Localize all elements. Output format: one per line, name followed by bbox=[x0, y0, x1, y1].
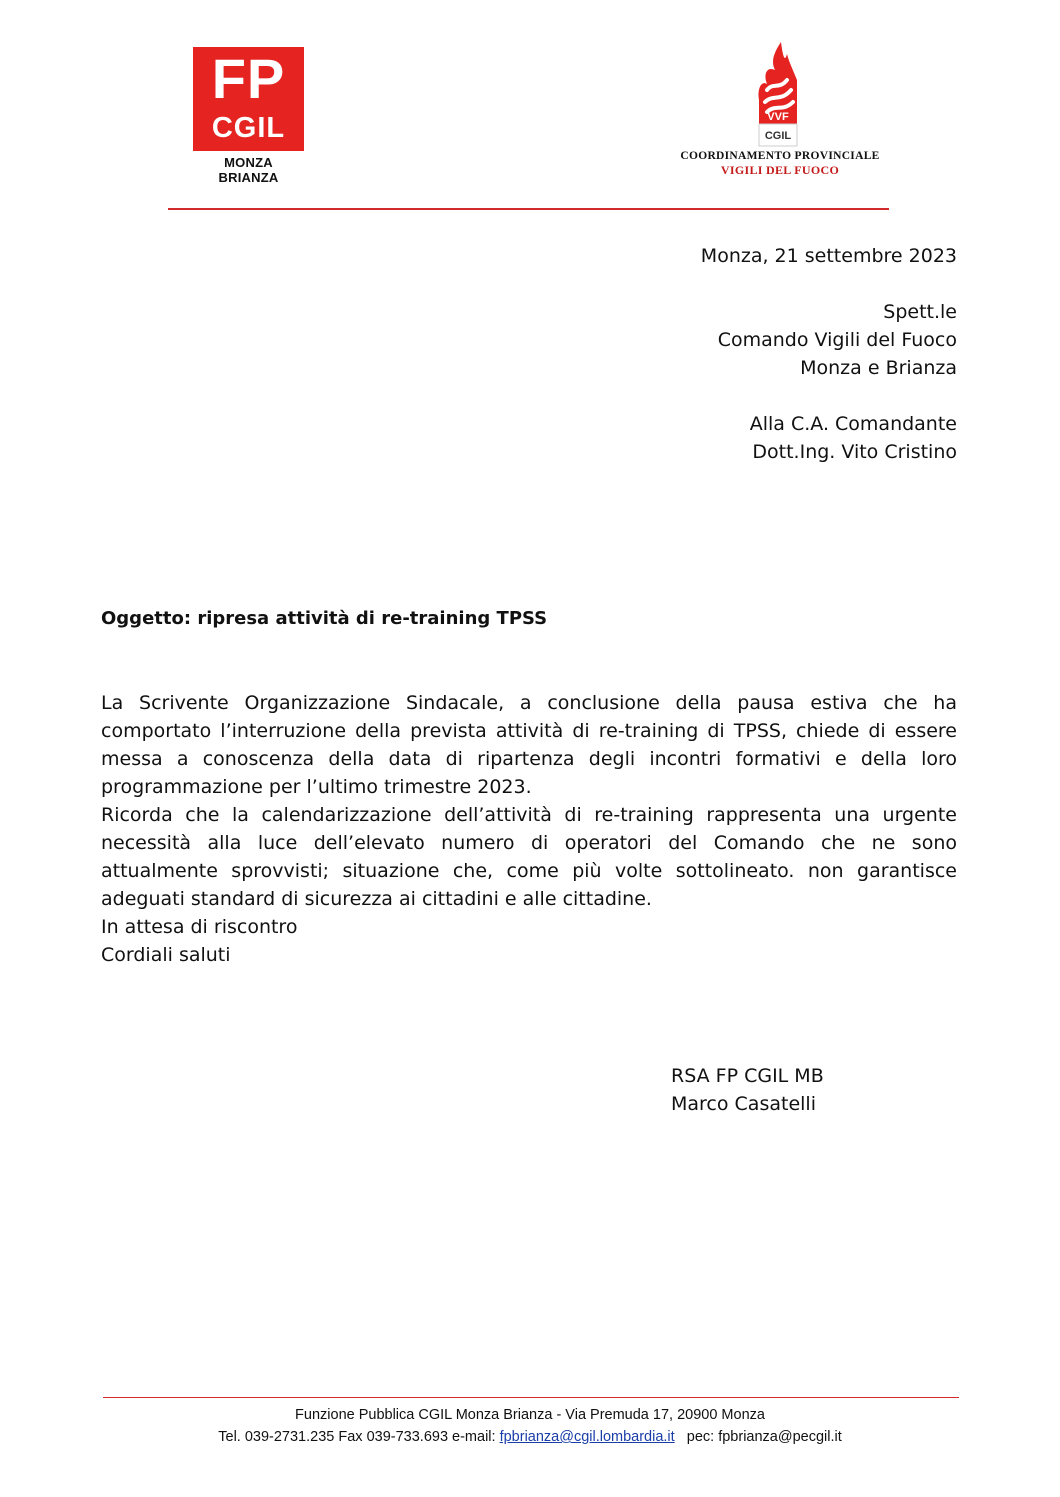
fp-cgil-logo-box bbox=[193, 47, 304, 151]
logo-caption: MONZA BRIANZA bbox=[218, 155, 279, 185]
footer-pec: pec: fpbrianza@pecgil.it bbox=[674, 1429, 842, 1445]
footer-tel-fax: Tel. 039-2731.235 Fax 039-733.693 e-mail: bbox=[218, 1429, 500, 1445]
signature-name: Marco Casatelli bbox=[671, 1093, 816, 1115]
header-divider bbox=[168, 208, 889, 210]
vvf-coordinamento-logo bbox=[680, 40, 880, 178]
letter-date-block bbox=[701, 242, 957, 270]
closing-greeting: Cordiali saluti bbox=[101, 944, 231, 966]
recipient-line: Monza e Brianza bbox=[800, 357, 957, 379]
footer-address: Funzione Pubblica CGIL Monza Brianza - Via Premuda 17, 20900 Monza bbox=[295, 1407, 765, 1423]
logo-cgil-text: CGIL bbox=[211, 112, 286, 144]
footer-contacts bbox=[0, 1426, 1060, 1448]
footer-divider bbox=[103, 1397, 959, 1398]
attention-block bbox=[750, 410, 957, 466]
vvf-flame-emblem-icon bbox=[753, 40, 803, 148]
body-paragraph: La Scrivente Organizzazione Sindacale, a conclusione della pausa estiva che ha comportato l’interruzione della prevista attività di re-training di TPSS, chiede di essere messa a conoscenza della data di ripartenza degli incontri formativi e della loro programmazione per l’ultimo trimestre 2023. bbox=[101, 692, 957, 798]
signature-block bbox=[671, 1062, 824, 1118]
vvf-logo-line1: COORDINAMENTO PROVINCIALE bbox=[680, 150, 880, 162]
footer-email-link[interactable]: fpbrianza@cgil.lombardia.it bbox=[499, 1429, 675, 1445]
recipient-line: Comando Vigili del Fuoco bbox=[717, 329, 957, 351]
letter-subject: Oggetto: ripresa attività di re-training TPSS bbox=[101, 608, 548, 629]
body-paragraph: Ricorda che la calendarizzazione dell’attività di re-training rappresenta una urgente necessità alla luce dell’elevato numero di operatori del Comando che ne sono attualmente sprovvisti; situazione che, come più volte sottolineato. non garantisce adeguati standard di sicurezza ai cittadini e alle cittadine. bbox=[101, 804, 957, 910]
signature-organization: RSA FP CGIL MB bbox=[671, 1065, 824, 1087]
attention-line: Dott.Ing. Vito Cristino bbox=[752, 441, 957, 463]
letter-date: Monza, 21 settembre 2023 bbox=[700, 245, 957, 267]
recipient-address bbox=[718, 298, 957, 382]
body-paragraph: In attesa di riscontro bbox=[101, 916, 298, 938]
attention-line: Alla C.A. Comandante bbox=[749, 413, 957, 435]
logo-fp-text: FP bbox=[211, 47, 286, 110]
recipient-line: Spett.le bbox=[883, 301, 957, 323]
vvf-logo-line2: VIGILI DEL FUOCO bbox=[720, 163, 840, 177]
emblem-cgil-text: CGIL bbox=[764, 130, 792, 142]
letter-body bbox=[101, 689, 957, 969]
fp-cgil-logo bbox=[193, 47, 304, 185]
emblem-vvf-text: VVF bbox=[767, 111, 789, 123]
